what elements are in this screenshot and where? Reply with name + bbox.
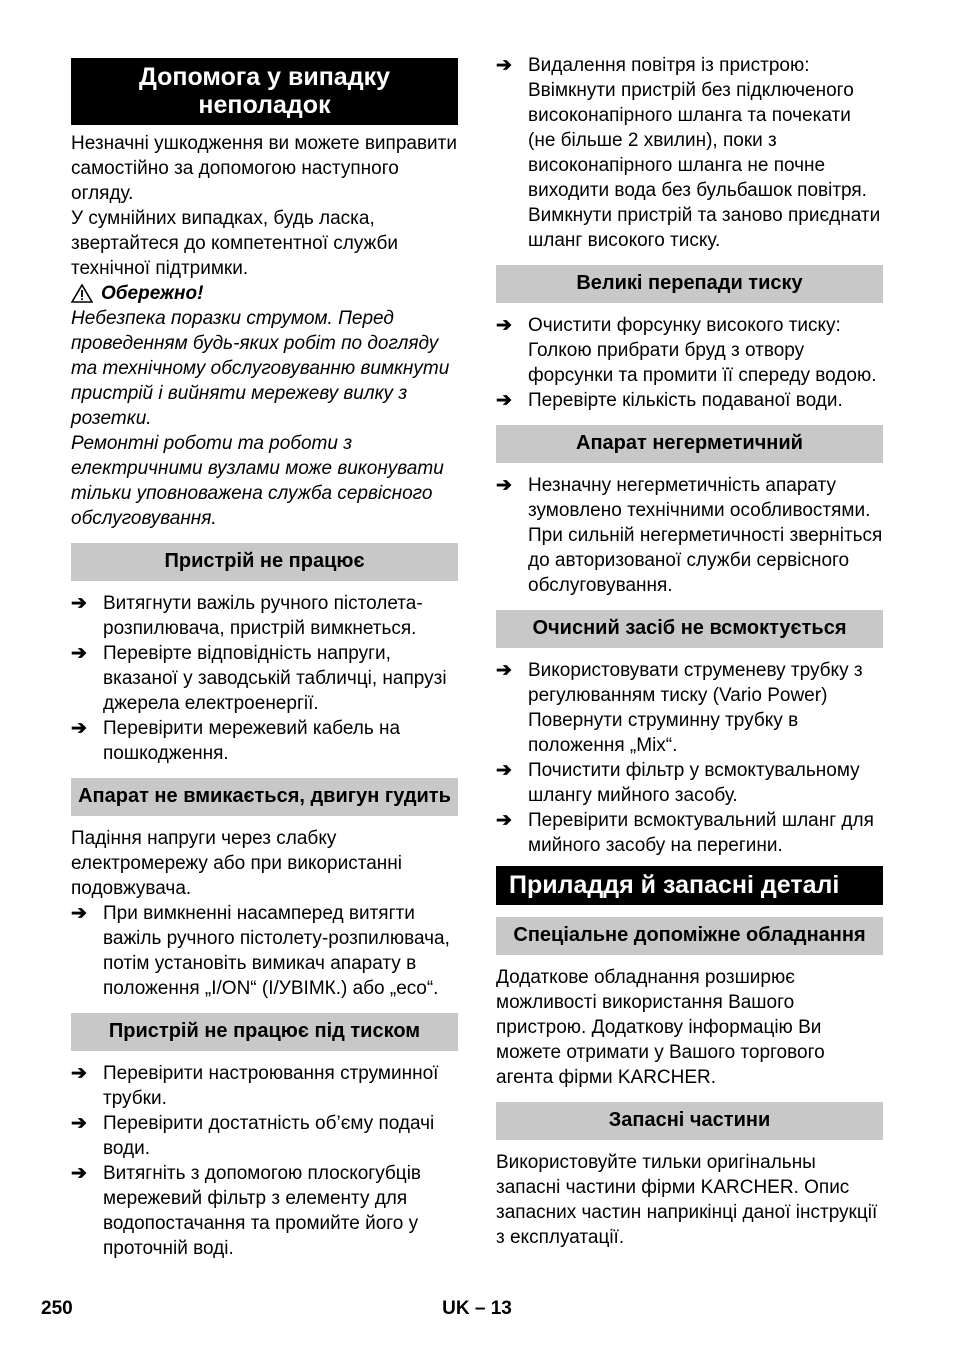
list-item: ➔ При вимкненні насамперед витягти важіль ручного пістолету-розпилювача, потім установіть вимикач апарату в положення „I/ON“ (I/УВІМК.) або „eco“. xyxy=(71,903,450,999)
warning-text-2: Ремонтні роботи та роботи з електричними вузлами може виконувати тільки уповноважена служба сервісного обслуговування. xyxy=(71,433,444,529)
arrow-right-icon: ➔ xyxy=(71,903,87,924)
warning-triangle-icon xyxy=(71,284,93,303)
arrow-right-icon: ➔ xyxy=(496,390,512,411)
motor-hums-list xyxy=(71,901,458,1001)
no-pressure-list xyxy=(71,1061,458,1261)
section-title-troubleshooting: Допомога у випадку неполадок xyxy=(71,58,458,125)
left-column xyxy=(71,48,458,1261)
subsection-title-spare-parts: Запасні частини xyxy=(496,1102,883,1140)
list-item: ➔ Перевірити достатність об’єму подачі води. xyxy=(71,1113,435,1159)
special-accessories-text: Додаткове обладнання розширює можливості використання Вашого пристрою. Додаткову інформацію Ви можете отримати у Вашого торгового агента фірми KARCHER. xyxy=(496,967,825,1088)
subsection-title-pressure-fluctuations: Великі перепади тиску xyxy=(496,265,883,303)
deaeration-list xyxy=(496,53,883,253)
list-item: ➔ Перевірити настроювання струминної трубки. xyxy=(71,1063,439,1109)
arrow-right-icon: ➔ xyxy=(496,315,512,336)
arrow-right-icon: ➔ xyxy=(71,718,87,739)
list-item: ➔ Перевірте відповідність напруги, вказаної у заводській табличці, напрузі джерела електроенергії. xyxy=(71,643,447,714)
warning-text-1: Небезпека поразки струмом. Перед проведенням будь-яких робіт по догляду та технічному обслуговуванню вимкнути пристрій і вийняти мережеву вилку з розетки. xyxy=(71,308,450,429)
arrow-right-icon: ➔ xyxy=(71,1113,87,1134)
list-item: ➔ Незначну негерметичність апарату зумовлено технічними особливостями. При сильній негерметичності зверніться до авторизованої служби сервісного обслуговування. xyxy=(496,475,883,596)
intro-paragraph-1: Незначні ушкодження ви можете виправити самостійно за допомогою наступного огляду. xyxy=(71,133,457,204)
section-title-accessories: Приладдя й запасні деталі xyxy=(496,866,883,905)
list-item: ➔ Перевірити мережевий кабель на пошкодження. xyxy=(71,718,401,764)
subsection-title-leaking: Апарат негерметичний xyxy=(496,425,883,463)
list-item: ➔ Видалення повітря із пристрою: Ввімкнути пристрій без підключеного високонапірного шланга та почекати (не більше 2 хвилин), поки з високонапірного шланга не почне виходити вода без бульбашок повітря. Вимкнути пристрій та заново приєднати шланг високого тиску. xyxy=(496,55,881,251)
list-item: ➔ Почистити фільтр у всмоктувальному шлангу мийного засобу. xyxy=(496,760,860,806)
subsection-title-motor-hums: Апарат не вмикається, двигун гудить xyxy=(71,778,458,816)
subsection-title-device-not-working: Пристрій не працює xyxy=(71,543,458,581)
arrow-right-icon: ➔ xyxy=(496,55,512,76)
list-item: ➔ Очистити форсунку високого тиску: Голкою прибрати бруд з отвору форсунки та промити її спереду водою. xyxy=(496,315,877,386)
arrow-right-icon: ➔ xyxy=(496,760,512,781)
warning-heading xyxy=(71,281,458,306)
device-not-working-list xyxy=(71,591,458,766)
motor-hums-text: Падіння напруги через слабку електромережу або при використанні подовжувача. xyxy=(71,828,402,899)
page-number: 250 xyxy=(41,1298,73,1319)
arrow-right-icon: ➔ xyxy=(496,475,512,496)
warning-label: Обережно! xyxy=(101,283,204,304)
subsection-title-no-pressure: Пристрій не працює під тиском xyxy=(71,1013,458,1051)
list-item: ➔ Витягніть з допомогою плоскогубців мережевий фільтр з елементу для водопостачання та промийте його у проточній воді. xyxy=(71,1163,422,1259)
arrow-right-icon: ➔ xyxy=(71,1163,87,1184)
subsection-title-special-accessories: Спеціальне допоміжне обладнання xyxy=(496,917,883,955)
arrow-right-icon: ➔ xyxy=(496,810,512,831)
leaking-list xyxy=(496,473,883,598)
section-reference: UK – 13 xyxy=(442,1298,512,1319)
arrow-right-icon: ➔ xyxy=(71,593,87,614)
intro-paragraph-2: У сумнійних випадках, будь ласка, звертайтеся до компетентної служби технічної підтримки. xyxy=(71,208,398,279)
spare-parts-text: Використовуйте тильки оригінальны запасні частини фірми KARCHER. Опис запасних частин наприкінці даної інструкції з експлуатації. xyxy=(496,1152,878,1248)
arrow-right-icon: ➔ xyxy=(71,1063,87,1084)
list-item: ➔ Перевірте кількість подаваної води. xyxy=(496,390,843,411)
detergent-list xyxy=(496,658,883,858)
list-item: ➔ Перевірити всмоктувальний шланг для мийного засобу на перегини. xyxy=(496,810,874,856)
arrow-right-icon: ➔ xyxy=(71,643,87,664)
pressure-fluctuations-list xyxy=(496,313,883,413)
list-item: ➔ Використовувати струменеву трубку з регулюванням тиску (Vario Power) Повернути струминну трубку в положення „Mix“. xyxy=(496,660,863,756)
list-item: ➔ Витягнути важіль ручного пістолета-розпилювача, пристрій вимкнеться. xyxy=(71,593,423,639)
arrow-right-icon: ➔ xyxy=(496,660,512,681)
right-column xyxy=(496,48,883,1250)
subsection-title-detergent-not-sucked: Очисний засіб не всмоктується xyxy=(496,610,883,648)
